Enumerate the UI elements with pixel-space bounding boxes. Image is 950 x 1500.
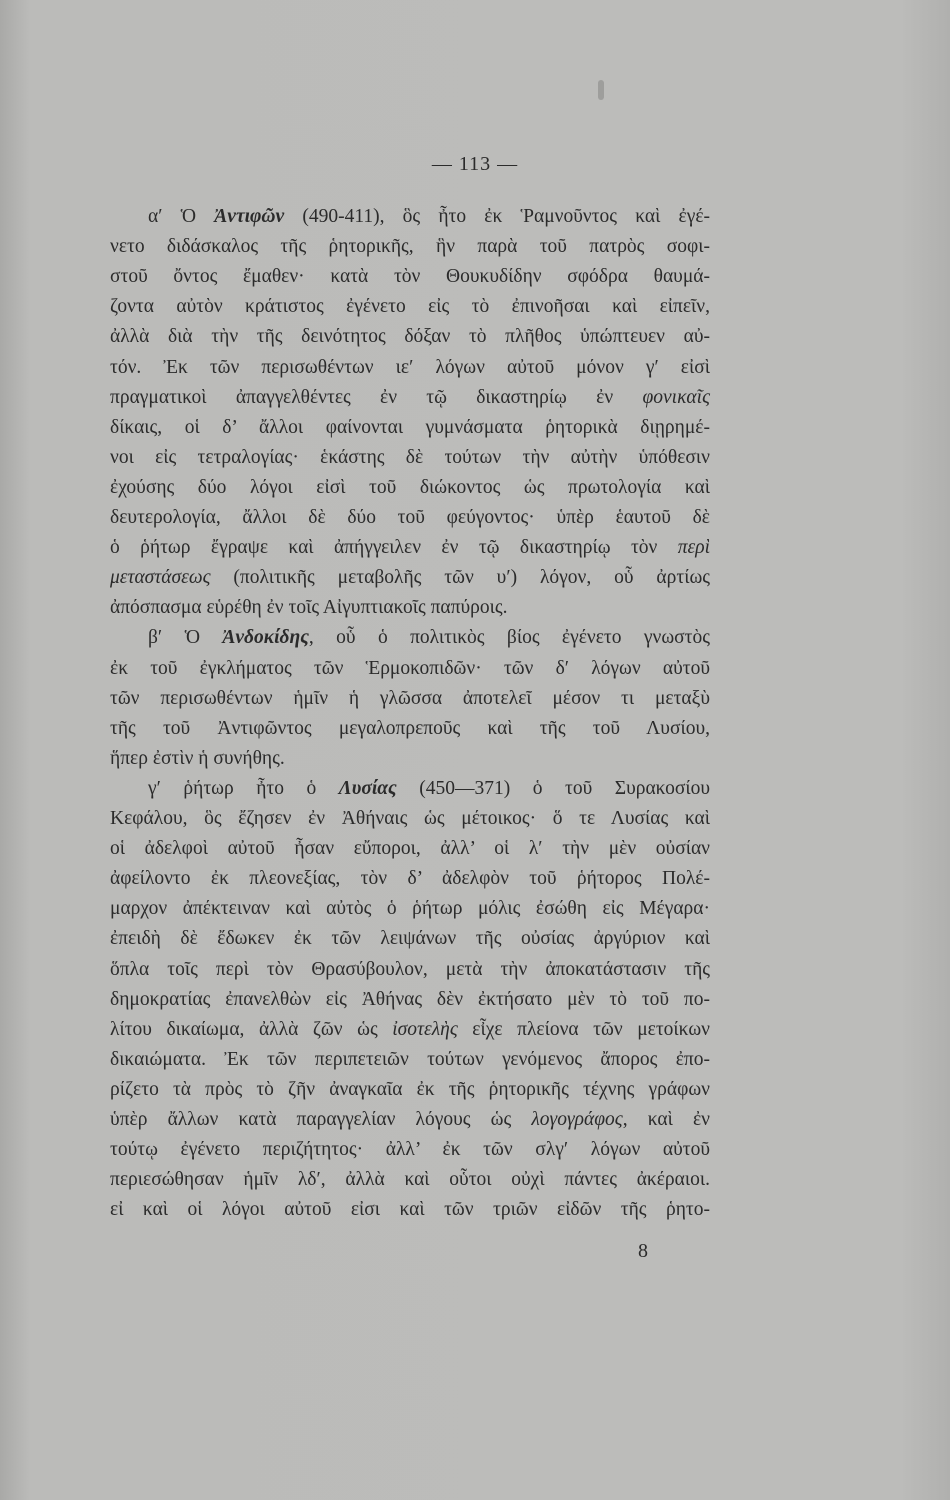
text-segment: β′ Ὁ: [148, 627, 223, 649]
text-line: [110, 654, 710, 684]
emphasized-name: λογογράφος: [531, 1109, 623, 1130]
emphasized-name: φονικαῖς: [642, 386, 710, 408]
text-segment: οἱ ἀδελφοὶ αὐτοῦ ἦσαν εὔποροι, ἀλλ’ οἱ λ′ τὴν μὲν οὐσίαν: [110, 838, 710, 860]
text-line: [110, 955, 710, 985]
text-segment: λίτου δικαίωμα, ἀλλὰ ζῶν ὡς: [110, 1018, 393, 1040]
text-segment: τῶν περισωθέντων ἡμῖν ἡ γλῶσσα ἀποτελεῖ μέσον τι μεταξὺ: [110, 687, 710, 709]
text-segment: νετο διδάσκαλος τῆς ῥητορικῆς, ἣν παρὰ τοῦ πατρὸς σοφι-: [110, 236, 710, 258]
text-line: [110, 473, 710, 503]
page-number: — 113 —: [431, 153, 519, 175]
text-line: [110, 1195, 710, 1225]
text-line: [110, 383, 710, 413]
text-line: [110, 1165, 710, 1195]
text-line: [110, 894, 710, 924]
text-segment: (490-411), ὃς ἦτο ἐκ Ῥαμνοῦντος καὶ ἐγέ-: [284, 206, 710, 227]
text-line: [148, 774, 710, 804]
text-segment: δίκαις, οἱ δ’ ἄλλοι φαίνονται γυμνάσματα ῥητορικὰ διῃρημέ-: [110, 416, 710, 438]
text-line: [110, 834, 710, 864]
emphasized-name: Ἀντιφῶν: [214, 206, 285, 227]
text-line: [110, 413, 710, 443]
text-line: [110, 714, 710, 744]
text-segment: ἀλλὰ διὰ τὴν τῆς δεινότητος δόξαν τὸ πλῆθος ὑπώπτευεν αὐ-: [110, 326, 710, 348]
emphasized-name: μεταστάσεως: [110, 567, 211, 589]
text-line: [110, 563, 710, 593]
emphasized-name: Ἀνδοκίδης: [222, 627, 309, 649]
text-segment: ἀφείλοντο ἐκ πλεονεξίας, τὸν δ’ ἀδελφὸν τοῦ ῥήτορος Πολέ-: [110, 868, 710, 890]
text-segment: ἥπερ ἐστὶν ἡ συνήθης.: [110, 747, 285, 769]
text-segment: ὅπλα τοῖς περὶ τὸν Θρασύβουλον, μετὰ τὴν ἀποκατάστασιν τῆς: [110, 958, 710, 980]
text-segment: ὑπὲρ ἄλλων κατὰ παραγγελίαν λόγους ὡς: [110, 1109, 532, 1130]
text-line: [110, 1135, 710, 1165]
text-segment: δευτερολογία, ἄλλοι δὲ δύο τοῦ φεύγοντος· ὑπὲρ ἑαυτοῦ δὲ: [110, 507, 710, 528]
text-line: [110, 1015, 710, 1045]
text-line: [110, 443, 710, 473]
signature-mark: 8: [638, 1240, 648, 1262]
text-segment: ρίζετο τὰ πρὸς τὸ ζῆν ἀναγκαῖα ἐκ τῆς ῥητορικῆς τέχνης γράφων: [110, 1078, 710, 1100]
text-segment: δημοκρατίας ἐπανελθὼν εἰς Ἀθήνας δὲν ἐκτήσατο μὲν τὸ τοῦ πο-: [110, 988, 710, 1010]
text-line: [110, 292, 710, 322]
text-segment: ἐχούσης δύο λόγοι εἰσὶ τοῦ διώκοντος ὡς πρωτολογία καὶ: [110, 476, 710, 498]
text-line: [110, 864, 710, 894]
text-line: [110, 353, 710, 383]
text-segment: πραγματικοὶ ἀπαγγελθέντες ἐν τῷ δικαστηρίῳ ἐν: [110, 386, 643, 408]
text-segment: ἐκ τοῦ ἐγκλήματος τῶν Ἑρμοκοπιδῶν· τῶν δ′ λόγων αὐτοῦ: [110, 657, 710, 679]
text-segment: νοι εἰς τετραλογίας· ἑκάστης δὲ τούτων τὴν αὐτὴν ὑπόθεσιν: [110, 446, 710, 468]
text-segment: εἶχε πλείονα τῶν μετοίκων: [457, 1018, 710, 1040]
text-segment: γ′ ῥήτωρ ἦτο ὁ: [148, 777, 339, 799]
text-line: [110, 1075, 710, 1105]
text-line: [110, 1045, 710, 1075]
scan-blemish: [598, 80, 604, 100]
text-segment: τούτῳ ἐγένετο περιζήτητος· ἀλλ’ ἐκ τῶν σλγ′ λόγων αὐτοῦ: [110, 1139, 710, 1161]
text-line: [110, 985, 710, 1015]
text-segment: δικαιώματα. Ἐκ τῶν περιπετειῶν τούτων γενόμενος ἄπορος ἐπο-: [110, 1048, 710, 1070]
text-line: [110, 1105, 710, 1135]
text-segment: ἐπειδὴ δὲ ἔδωκεν ἐκ τῶν λειψάνων τῆς οὐσίας ἀργύριον καὶ: [110, 928, 710, 950]
text-segment: περιεσώθησαν ἡμῖν λδ′, ἀλλὰ καὶ οὗτοι οὐχὶ πάντες ἀκέραιοι.: [110, 1169, 710, 1191]
text-segment: μαρχον ἀπέκτειναν καὶ αὐτὸς ὁ ῥήτωρ μόλις ἐσώθη εἰς Μέγαρα·: [110, 898, 710, 920]
text-line: [148, 623, 710, 653]
text-segment: εἰ καὶ οἱ λόγοι αὐτοῦ εἰσι καὶ τῶν τριῶν εἰδῶν τῆς ῥητο-: [110, 1199, 710, 1221]
text-segment: (πολιτικῆς μεταβολῆς τῶν υ′) λόγον, οὗ ἀρτίως: [210, 567, 710, 589]
text-segment: ἀπόσπασμα εὑρέθη ἐν τοῖς Αἰγυπτιακοῖς παπύροις.: [110, 597, 508, 619]
text-line: [110, 804, 710, 834]
text-line: [110, 262, 710, 292]
text-line: [110, 232, 710, 262]
text-segment: τόν. Ἐκ τῶν περισωθέντων ιε′ λόγων αὐτοῦ μόνον γ′ εἰσὶ: [110, 356, 710, 378]
text-segment: , οὗ ὁ πολιτικὸς βίος ἐγένετο γνωστὸς: [308, 627, 710, 649]
text-line: [148, 202, 710, 232]
text-line: [110, 503, 710, 533]
text-segment: ὁ ῥήτωρ ἔγραψε καὶ ἀπήγγειλεν ἐν τῷ δικαστηρίῳ τὸν: [110, 537, 678, 559]
text-line: [110, 924, 710, 954]
emphasized-name: ἰσοτελὴς: [392, 1018, 458, 1040]
text-line: [110, 684, 710, 714]
text-line: [110, 322, 710, 352]
text-segment: στοῦ ὄντος ἔμαθεν· κατὰ τὸν Θουκυδίδην σφόδρα θαυμά-: [110, 266, 710, 288]
text-line: [110, 744, 710, 774]
text-segment: τῆς τοῦ Ἀντιφῶντος μεγαλοπρεποῦς καὶ τῆς τοῦ Λυσίου,: [110, 717, 710, 739]
text-segment: (450—371) ὁ τοῦ Συρακοσίου: [396, 777, 710, 799]
text-segment: ζοντα αὐτὸν κράτιστος ἐγένετο εἰς τὸ ἐπινοῆσαι καὶ εἰπεῖν,: [110, 296, 710, 318]
text-segment: , καὶ ἐν: [622, 1109, 710, 1130]
emphasized-name: Λυσίας: [338, 777, 397, 799]
emphasized-name: περὶ: [677, 537, 710, 559]
text-segment: Κεφάλου, ὃς ἔζησεν ἐν Ἀθήναις ὡς μέτοικος· ὅ τε Λυσίας καὶ: [110, 808, 710, 829]
text-segment: α′ Ὁ: [148, 206, 215, 227]
text-line: [110, 593, 710, 623]
text-line: [110, 533, 710, 563]
